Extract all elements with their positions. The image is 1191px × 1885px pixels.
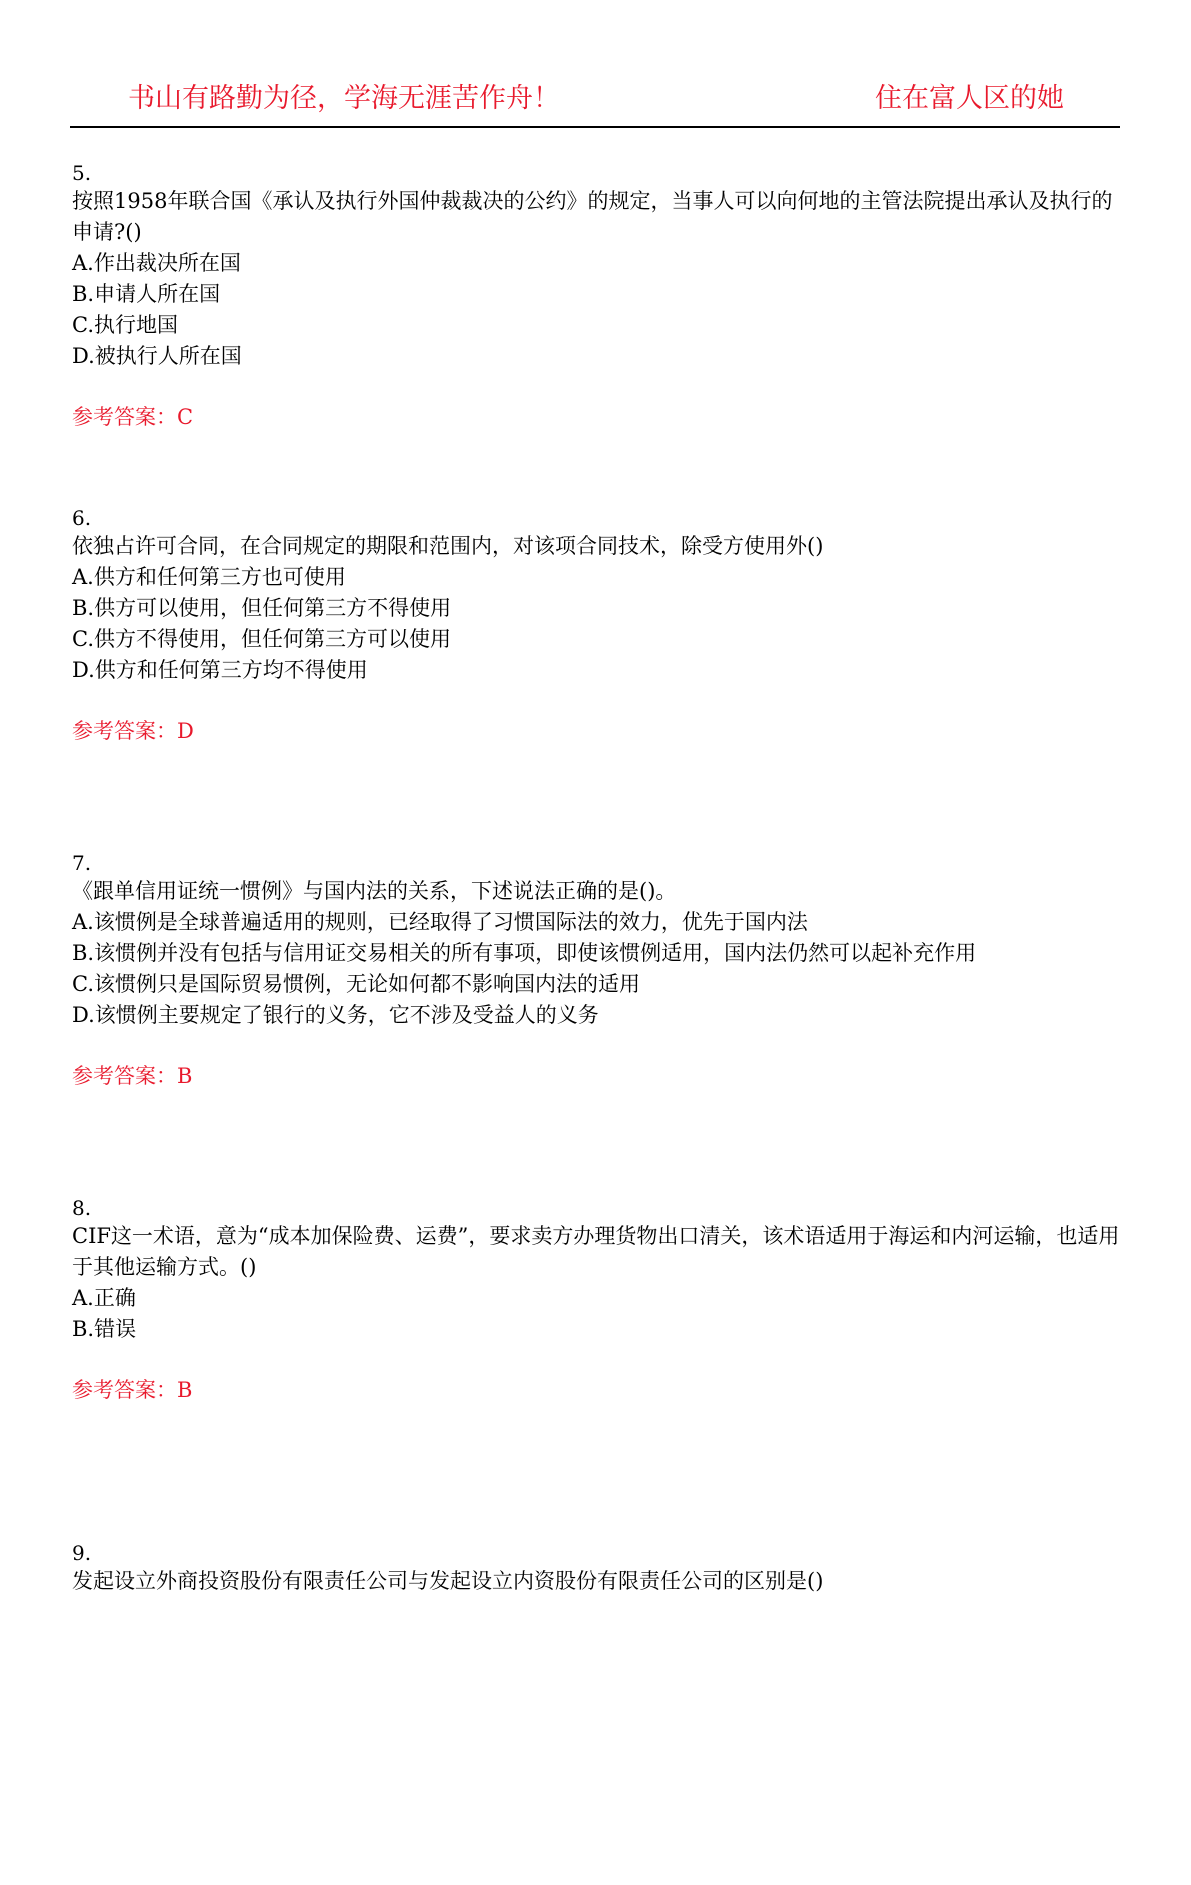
question-8	[72, 1195, 1124, 1540]
option-b: B.供方可以使用，但任何第三方不得使用	[72, 596, 452, 620]
option-a: A.供方和任何第三方也可使用	[72, 565, 346, 589]
question-text: CIF这一术语，意为“成本加保险费、运费”，要求卖方办理货物出口清关，该术语适用于海运和内河运输，也适用于其他运输方式。()	[72, 1224, 1120, 1279]
header-motto: 书山有路勤为径，学海无涯苦作舟！	[128, 83, 560, 114]
question-number: 5.	[72, 161, 92, 185]
question-5	[72, 160, 1124, 505]
question-number: 8.	[72, 1196, 92, 1220]
option-c: C.该惯例只是国际贸易惯例，无论如何都不影响国内法的适用	[72, 972, 640, 996]
question-text: 《跟单信用证统一惯例》与国内法的关系，下述说法正确的是()。	[72, 879, 677, 903]
option-a: A.该惯例是全球普遍适用的规则，已经取得了习惯国际法的效力，优先于国内法	[72, 910, 808, 934]
option-d: D.供方和任何第三方均不得使用	[72, 658, 368, 682]
option-d: D.被执行人所在国	[72, 344, 242, 368]
option-b: B.该惯例并没有包括与信用证交易相关的所有事项，即使该惯例适用，国内法仍然可以起补充作用	[72, 941, 977, 965]
reference-answer: 参考答案：B	[72, 1064, 193, 1088]
question-text: 发起设立外商投资股份有限责任公司与发起设立内资股份有限责任公司的区别是()	[72, 1569, 824, 1593]
reference-answer: 参考答案：C	[72, 405, 194, 429]
question-text: 依独占许可合同，在合同规定的期限和范围内，对该项合同技术，除受方使用外()	[72, 534, 824, 558]
reference-answer: 参考答案：B	[72, 1378, 193, 1402]
question-number: 9.	[72, 1541, 92, 1565]
reference-answer: 参考答案：D	[72, 719, 194, 743]
option-b: B.申请人所在国	[72, 282, 221, 306]
question-text: 按照1958年联合国《承认及执行外国仲裁裁决的公约》的规定，当事人可以向何地的主管法院提出承认及执行的申请?()	[72, 189, 1113, 244]
option-c: C.供方不得使用，但任何第三方可以使用	[72, 627, 451, 651]
question-7	[72, 850, 1124, 1195]
question-6	[72, 505, 1124, 850]
option-a: A.正确	[72, 1286, 136, 1310]
question-9	[72, 1540, 1124, 1885]
question-list	[72, 160, 1124, 1885]
question-number: 7.	[72, 851, 92, 875]
option-a: A.作出裁决所在国	[72, 251, 241, 275]
option-c: C.执行地国	[72, 313, 178, 337]
option-b: B.错误	[72, 1317, 137, 1341]
page-header	[70, 80, 1120, 128]
option-d: D.该惯例主要规定了银行的义务，它不涉及受益人的义务	[72, 1003, 599, 1027]
header-author: 住在富人区的她	[875, 83, 1064, 114]
question-number: 6.	[72, 506, 92, 530]
